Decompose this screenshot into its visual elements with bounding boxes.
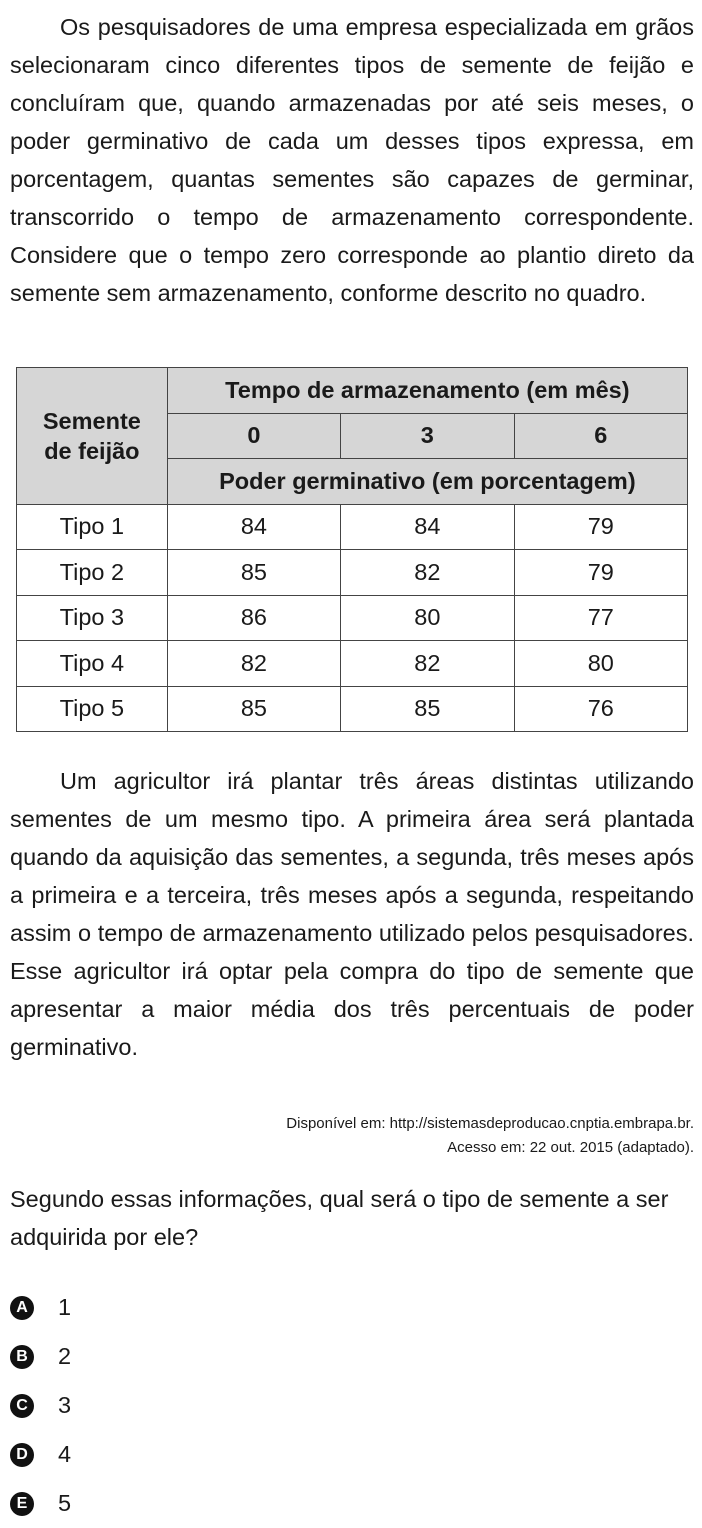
time-header: Tempo de armazenamento (em mês) [167, 368, 687, 414]
value-cell: 82 [341, 641, 514, 687]
value-cell: 82 [341, 550, 514, 596]
option-e[interactable] [10, 1479, 310, 1528]
value-cell: 82 [167, 641, 340, 687]
value-cell: 77 [514, 595, 687, 641]
value-cell: 84 [341, 504, 514, 550]
value-cell: 80 [514, 641, 687, 687]
value-cell: 84 [167, 504, 340, 550]
option-text: 2 [58, 1343, 72, 1369]
seed-header-line2: de feijão [44, 437, 140, 464]
germination-table-wrapper [16, 367, 688, 732]
value-cell: 79 [514, 550, 687, 596]
table-row [17, 595, 688, 641]
seed-type-cell: Tipo 4 [17, 641, 168, 687]
option-text: 1 [58, 1294, 72, 1320]
option-text: 4 [58, 1441, 72, 1467]
option-letter-badge: E [10, 1492, 34, 1516]
value-cell: 85 [167, 550, 340, 596]
option-letter-badge: A [10, 1296, 34, 1320]
value-cell: 76 [514, 686, 687, 732]
option-a[interactable] [10, 1283, 310, 1332]
seed-type-cell: Tipo 3 [17, 595, 168, 641]
power-header: Poder germinativo (em porcentagem) [167, 459, 687, 505]
intro-paragraph: Os pesquisadores de uma empresa especializada em grãos selecionaram cinco diferentes tipos de semente de feijão e concluíram que, quando armazenadas por até seis meses, o poder germinativo de cada um desses tipos expressa, em porcentagem, quantas sementes são capazes de germinar, transcorrido o tempo de armazenamento correspondente. Considere que o tempo zero corresponde ao plantio direto da semente sem armazenamento, conforme descrito no quadro. [10, 14, 694, 306]
question-text: Segundo essas informações, qual será o tipo de semente a ser adquirida por ele? [10, 1186, 669, 1250]
seed-type-cell: Tipo 1 [17, 504, 168, 550]
value-cell: 86 [167, 595, 340, 641]
table-row [17, 550, 688, 596]
seed-column-header [17, 368, 168, 505]
month-header: 0 [167, 413, 340, 459]
value-cell: 79 [514, 504, 687, 550]
germination-table [16, 367, 688, 732]
seed-header-line1: Semente [42, 407, 141, 434]
option-letter-badge: B [10, 1345, 34, 1369]
option-b[interactable] [10, 1332, 310, 1381]
option-letter-badge: D [10, 1443, 34, 1467]
option-c[interactable] [10, 1381, 310, 1430]
month-header: 6 [514, 413, 687, 459]
source-citation [286, 1112, 694, 1160]
value-cell: 80 [341, 595, 514, 641]
option-letter-badge: C [10, 1394, 34, 1418]
option-d[interactable] [10, 1430, 310, 1479]
table-row [17, 504, 688, 550]
context-paragraph: Um agricultor irá plantar três áreas distintas utilizando sementes de um mesmo tipo. A primeira área será plantada quando da aquisição das sementes, a segunda, três meses após a primeira e a terceira, três meses após a segunda, respeitando assim o tempo de armazenamento utilizado pelos pesquisadores. Esse agricultor irá optar pela compra do tipo de semente que apresentar a maior média dos três percentuais de poder germinativo. [10, 768, 694, 1060]
value-cell: 85 [341, 686, 514, 732]
month-header: 3 [341, 413, 514, 459]
source-line-2: Acesso em: 22 out. 2015 (adaptado). [447, 1139, 694, 1156]
seed-type-cell: Tipo 2 [17, 550, 168, 596]
table-row [17, 641, 688, 687]
value-cell: 85 [167, 686, 340, 732]
source-line-1: Disponível em: http://sistemasdeproducao.cnptia.embrapa.br. [286, 1115, 694, 1132]
table-row [17, 686, 688, 732]
option-text: 5 [58, 1490, 72, 1516]
answer-options [10, 1283, 310, 1528]
option-text: 3 [58, 1392, 72, 1418]
seed-type-cell: Tipo 5 [17, 686, 168, 732]
